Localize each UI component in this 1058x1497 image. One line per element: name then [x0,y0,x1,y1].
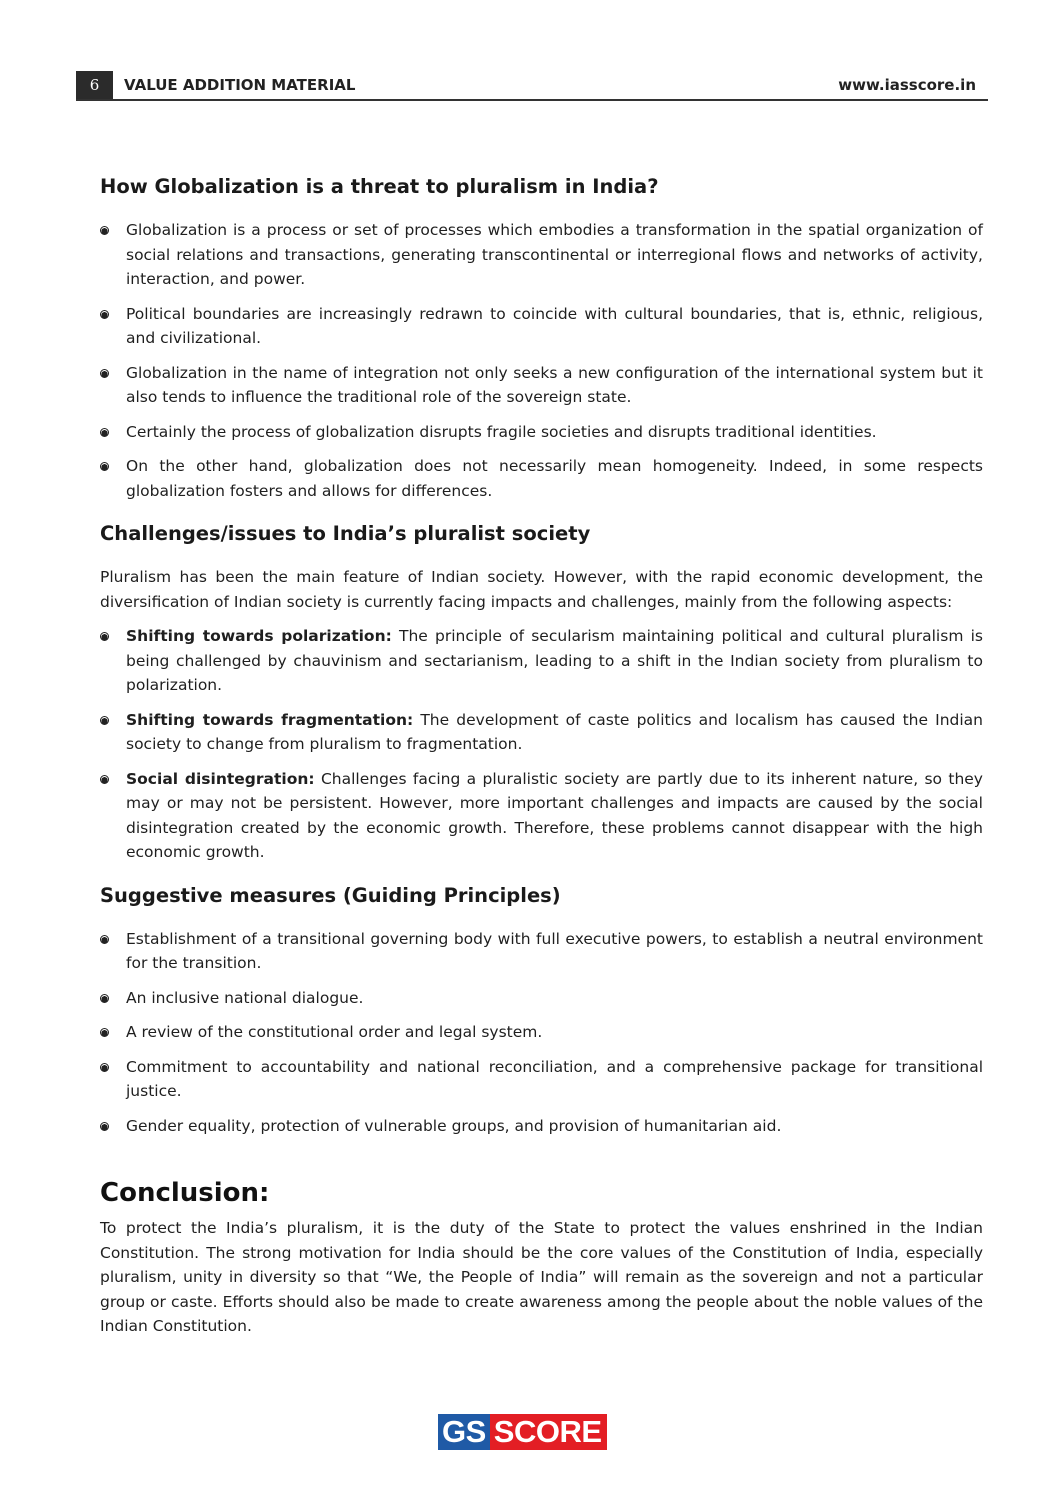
logo-part-gs: GS [438,1414,490,1450]
page-header [76,71,988,101]
bullet-icon [100,310,109,319]
bullet-icon [100,994,109,1003]
document-body [100,172,983,1349]
list-item [100,454,983,503]
logo-part-score: SCORE [490,1414,607,1450]
conclusion-text: To protect the India’s pluralism, it is the duty of the State to protect the values enshrined in the Indian Constitution. The strong motivation for India should be the core values of the Constitution of India, especially pluralism, unity in diversity so that “We, the People of India” will remain as the sovereign and not a particular group or caste. Efforts should also be made to create awareness among the people about the noble values of the Indian Constitution. [100,1219,983,1335]
list-item-text: Challenges facing a pluralistic society are partly due to its inherent nature, so they may or may not be persistent. However, more important challenges and impacts are caused by the social disintegration created by the economic growth. Therefore, these problems cannot disappear with the high economic growth. [126,769,983,861]
list-item-text: On the other hand, globalization does not necessarily mean homogeneity. Indeed, in some respects globalization fosters and allows for differences. [126,457,983,500]
conclusion-heading: Conclusion: [100,1178,270,1208]
list-item [100,218,983,292]
header-title: VALUE ADDITION MATERIAL [124,76,356,94]
bullet-icon [100,935,109,944]
bullet-icon [100,1122,109,1131]
bullet-icon [100,1028,109,1037]
list-item-term: Social disintegration: [126,769,315,788]
bullet-icon [100,632,109,641]
list-item-text: Commitment to accountability and national reconciliation, and a comprehensive package for transitional justice. [126,1057,983,1100]
list-item-text: Globalization is a process or set of processes which embodies a transformation in the spatial organization of social relations and transactions, generating transcontinental or interregional flows and networks of activity, interaction, and power. [126,221,983,288]
list-item-text: An inclusive national dialogue. [126,988,364,1007]
list-item-text: The principle of secularism maintaining political and cultural pluralism is being challenged by chauvinism and sectarianism, leading to a shift in the Indian society from pluralism to polarization. [126,627,983,694]
list-item [100,1020,983,1045]
section-heading: Challenges/issues to India’s pluralist society [100,522,591,545]
section-challenges [100,519,983,865]
list-item [100,708,983,757]
list-item [100,302,983,351]
list-item-text: Gender equality, protection of vulnerable groups, and provision of humanitarian aid. [126,1116,782,1135]
bullet-icon [100,369,109,378]
bullet-list [100,624,983,865]
header-url[interactable]: www.iasscore.in [838,76,976,94]
list-item-text: Certainly the process of globalization disrupts fragile societies and disrupts traditional identities. [126,422,877,441]
section-heading: Suggestive measures (Guiding Principles) [100,883,561,907]
list-item-text: Political boundaries are increasingly redrawn to coincide with cultural boundaries, that is, ethnic, religious, and civilizational. [126,304,983,347]
bullet-icon [100,716,109,725]
list-item-text: Globalization in the name of integration not only seeks a new configuration of the international system but it also tends to influence the traditional role of the sovereign state. [126,363,983,406]
bullet-icon [100,775,109,784]
list-item-term: Shifting towards fragmentation: [126,710,414,729]
list-item [100,1055,983,1104]
section-globalization-threat [100,172,983,503]
bullet-icon [100,226,109,235]
list-item [100,420,983,445]
page-number: 6 [76,71,113,99]
list-item-term: Shifting towards polarization: [126,627,392,645]
section-heading: How Globalization is a threat to pluralism in India? [100,175,659,198]
bullet-icon [100,1063,109,1072]
bullet-list [100,927,983,1139]
bullet-list [100,218,983,503]
list-item [100,986,983,1011]
list-item-text: Establishment of a transitional governing body with full executive powers, to establish a neutral environment for the transition. [126,929,983,972]
list-item [100,624,983,698]
list-item-text: A review of the constitutional order and legal system. [126,1023,543,1041]
gsscore-logo [438,1414,607,1450]
list-item [100,361,983,410]
bullet-icon [100,428,109,437]
section-intro: Pluralism has been the main feature of Indian society. However, with the rapid economic development, the diversification of Indian society is currently facing impacts and challenges, mainly from the following aspects: [100,568,983,611]
list-item [100,927,983,976]
list-item-text: The development of caste politics and localism has caused the Indian society to change from pluralism to fragmentation. [126,710,983,753]
section-conclusion [100,1176,983,1339]
list-item [100,1114,983,1139]
list-item [100,767,983,865]
section-suggestive-measures [100,881,983,1139]
header-divider [76,99,988,101]
bullet-icon [100,462,109,471]
